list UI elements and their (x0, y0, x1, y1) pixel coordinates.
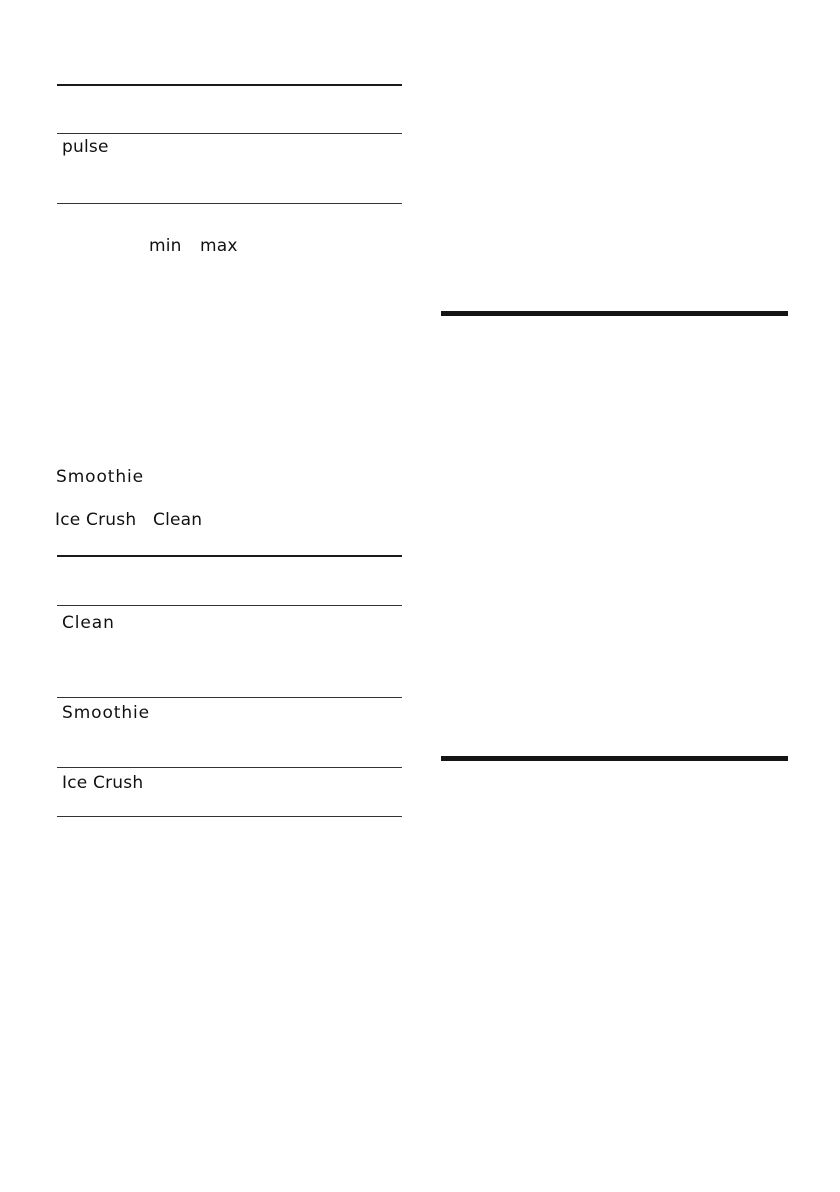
program-table-bottom-rule (57, 816, 402, 817)
program-row-ice-crush: Ice Crush (62, 773, 144, 793)
pulse-label: pulse (62, 137, 109, 157)
program-row-smoothie: Smoothie (62, 703, 150, 723)
program-table-row-rule-2 (57, 767, 402, 768)
program-table-top-rule (57, 555, 402, 557)
ice-crush-note-label: Ice Crush (55, 510, 137, 530)
speed-table-row-rule (57, 203, 402, 204)
program-table-header-rule (57, 605, 402, 606)
speed-table-header-rule (57, 133, 402, 134)
clean-note-label: Clean (153, 510, 203, 530)
smoothie-note-label: Smoothie (56, 467, 144, 487)
program-table-row-rule-1 (57, 697, 402, 698)
section-divider-top (441, 311, 788, 316)
program-row-clean: Clean (62, 613, 115, 633)
min-label: min (149, 236, 182, 256)
max-label: max (200, 236, 238, 256)
section-divider-bottom (441, 756, 788, 761)
speed-table-top-rule (57, 84, 402, 86)
